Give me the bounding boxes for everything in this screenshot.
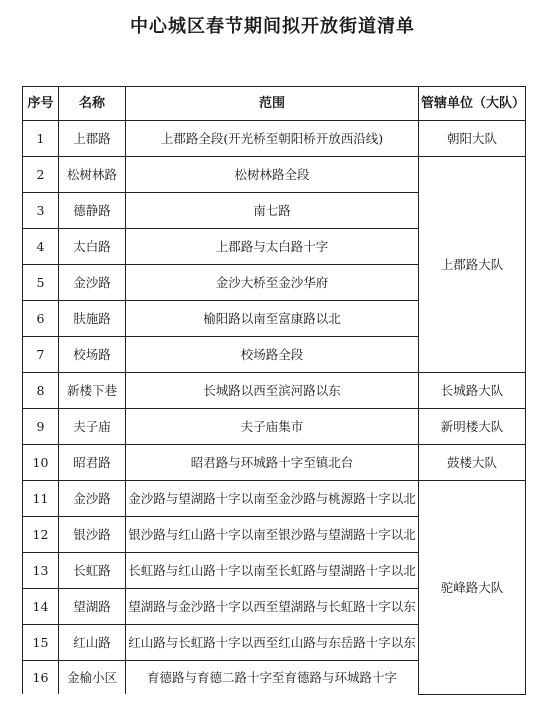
- table-row: [23, 373, 526, 409]
- row-index: 10: [23, 445, 59, 481]
- row-scope: 榆阳路以南至富康路以北: [126, 301, 419, 337]
- row-scope: 长虹路与红山路十字以南至长虹路与望湖路十字以北: [126, 553, 419, 589]
- row-index: 13: [23, 553, 59, 589]
- row-unit: 新明楼大队: [419, 409, 526, 445]
- row-name: 金榆小区: [59, 661, 126, 695]
- table-row: [23, 445, 526, 481]
- row-name: 长虹路: [59, 553, 126, 589]
- row-index: 7: [23, 337, 59, 373]
- row-index: 12: [23, 517, 59, 553]
- row-unit: 上郡路大队: [419, 157, 526, 373]
- row-name: 红山路: [59, 625, 126, 661]
- row-name: 新楼下巷: [59, 373, 126, 409]
- street-list-table: [22, 86, 526, 695]
- row-scope: 夫子庙集市: [126, 409, 419, 445]
- row-index: 3: [23, 193, 59, 229]
- row-name: 望湖路: [59, 589, 126, 625]
- row-scope: 望湖路与金沙路十字以西至望湖路与长虹路十字以东: [126, 589, 419, 625]
- row-name: 上郡路: [59, 121, 126, 157]
- row-scope: 金沙路与望湖路十字以南至金沙路与桃源路十字以北: [126, 481, 419, 517]
- row-index: 5: [23, 265, 59, 301]
- row-index: 16: [23, 661, 59, 695]
- row-name: 昭君路: [59, 445, 126, 481]
- row-unit: 朝阳大队: [419, 121, 526, 157]
- row-name: 德静路: [59, 193, 126, 229]
- row-name: 夫子庙: [59, 409, 126, 445]
- row-scope: 校场路全段: [126, 337, 419, 373]
- row-unit: 驼峰路大队: [419, 481, 526, 695]
- row-scope: 金沙大桥至金沙华府: [126, 265, 419, 301]
- row-scope: 上郡路与太白路十字: [126, 229, 419, 265]
- table-header-row: [23, 87, 526, 121]
- row-index: 6: [23, 301, 59, 337]
- header-name: 名称: [59, 87, 126, 121]
- row-index: 2: [23, 157, 59, 193]
- document-title: 中心城区春节期间拟开放街道清单: [130, 16, 415, 37]
- table-row: [23, 121, 526, 157]
- table-row: [23, 409, 526, 445]
- header-index: 序号: [23, 87, 59, 121]
- row-scope: 银沙路与红山路十字以南至银沙路与望湖路十字以北: [126, 517, 419, 553]
- row-name: 校场路: [59, 337, 126, 373]
- row-name: 金沙路: [59, 265, 126, 301]
- row-name: 银沙路: [59, 517, 126, 553]
- row-scope: 南七路: [126, 193, 419, 229]
- row-index: 11: [23, 481, 59, 517]
- row-index: 4: [23, 229, 59, 265]
- row-scope: 育德路与育德二路十字至育德路与环城路十字: [126, 661, 419, 695]
- row-name: 肤施路: [59, 301, 126, 337]
- header-unit: 管辖单位（大队）: [419, 87, 526, 121]
- row-index: 15: [23, 625, 59, 661]
- row-name: 太白路: [59, 229, 126, 265]
- row-name: 金沙路: [59, 481, 126, 517]
- row-unit: 鼓楼大队: [419, 445, 526, 481]
- header-scope: 范围: [126, 87, 419, 121]
- row-scope: 昭君路与环城路十字至镇北台: [126, 445, 419, 481]
- row-scope: 松树林路全段: [126, 157, 419, 193]
- row-index: 14: [23, 589, 59, 625]
- row-scope: 红山路与长虹路十字以西至红山路与东岳路十字以东: [126, 625, 419, 661]
- row-unit: 长城路大队: [419, 373, 526, 409]
- row-index: 1: [23, 121, 59, 157]
- row-scope: 上郡路全段(开光桥至朝阳桥开放西沿线): [126, 121, 419, 157]
- table-row: [23, 157, 526, 193]
- row-name: 松树林路: [59, 157, 126, 193]
- table-row: [23, 481, 526, 517]
- row-scope: 长城路以西至滨河路以东: [126, 373, 419, 409]
- row-index: 8: [23, 373, 59, 409]
- row-index: 9: [23, 409, 59, 445]
